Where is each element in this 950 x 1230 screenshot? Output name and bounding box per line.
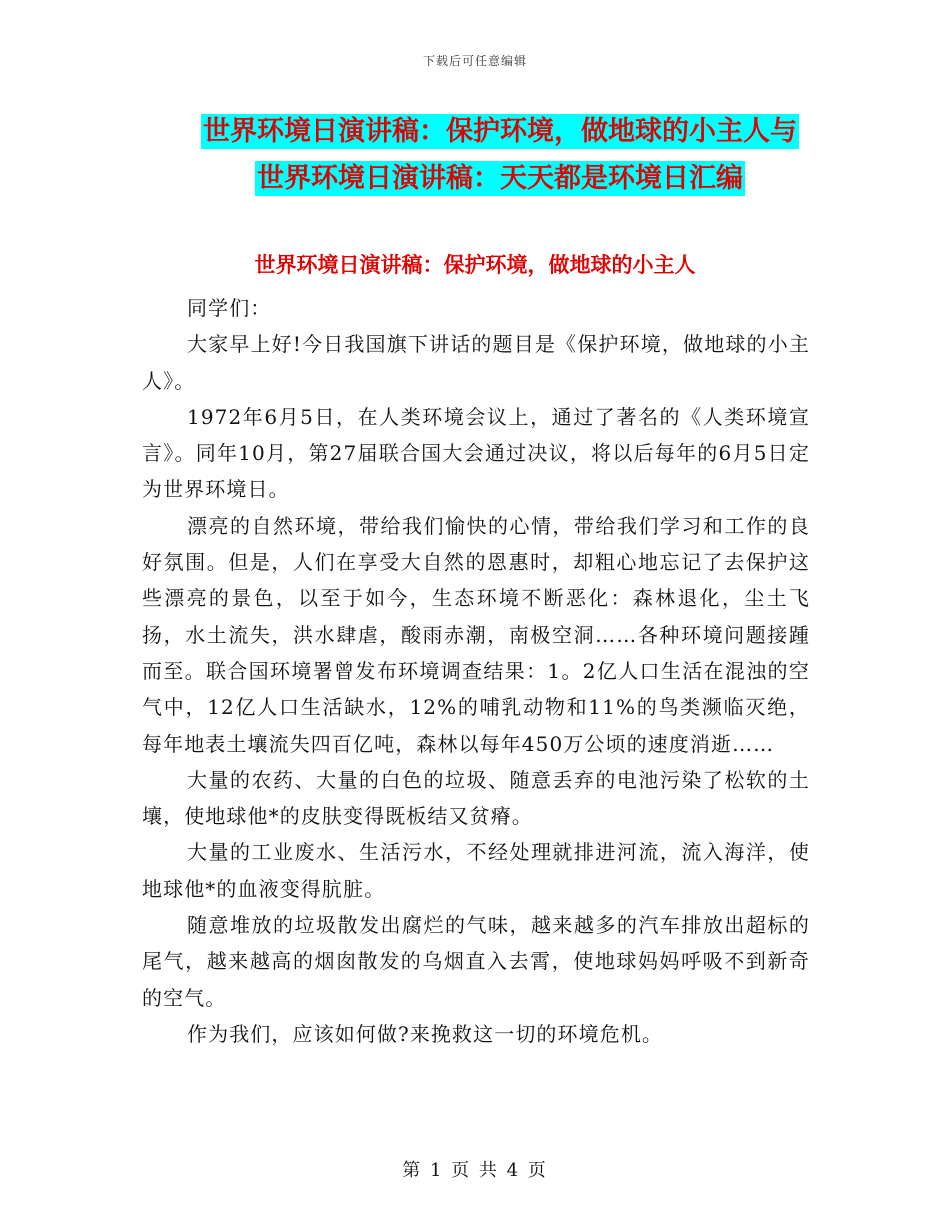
paragraph: 随意堆放的垃圾散发出腐烂的气味，越来越多的汽车排放出超标的尾气，越来越高的烟囱散发的乌烟直入去霄，使地球妈妈呼吸不到新奇的空气。: [142, 913, 810, 1010]
paragraph: 大家早上好!今日我国旗下讲话的题目是《保护环境，做地球的小主人》。: [142, 332, 810, 393]
paragraph: 1972年6月5日，在人类环境会议上，通过了著名的《人类环境宣言》。同年10月，第27届联合国大会通过决议，将以后每年的6月5日定为世界环境日。: [142, 404, 810, 502]
document-title: [190, 108, 810, 202]
paragraph: 漂亮的自然环境，带给我们愉快的心情，带给我们学习和工作的良好氛围。但是，人们在享受大自然的恩惠时，却粗心地忘记了去保护这些漂亮的景色，以至于如今，生态环境不断恶化：森林退化，尘土飞扬，水土流失，洪水肆虐，酸雨赤潮，南极空洞……各种环境问题接踵而至。联合国环境署曾发布环境调查结果：1。2亿人口生活在混浊的空气中，12亿人口生活缺水，12%的哺乳动物和11%的鸟类濒临灭绝，每年地表土壤流失四百亿吨，森林以每年450万公顷的速度消逝……: [142, 513, 810, 756]
document-title-text: 世界环境日演讲稿：保护环境，做地球的小主人与世界环境日演讲稿：天天都是环境日汇编: [203, 116, 797, 194]
paragraph: 作为我们，应该如何做?来挽救这一切的环境危机。: [187, 1021, 664, 1046]
header-note: 下载后可任意编辑: [422, 54, 527, 68]
paragraph: 大量的农药、大量的白色的垃圾、随意丢弃的电池污染了松软的土壤，使地球他*的皮肤变得既板结又贫瘠。: [142, 767, 810, 829]
section-title: 世界环境日演讲稿：保护环境，做地球的小主人: [254, 252, 696, 277]
body-text: [142, 290, 810, 1052]
page-footer: 第 1 页 共 4 页: [402, 1160, 548, 1181]
paragraph-greeting: 同学们：: [187, 296, 272, 320]
paragraph: 大量的工业废水、生活污水，不经处理就排进河流，流入海洋，使地球他*的血液变得肮脏。: [142, 840, 810, 901]
